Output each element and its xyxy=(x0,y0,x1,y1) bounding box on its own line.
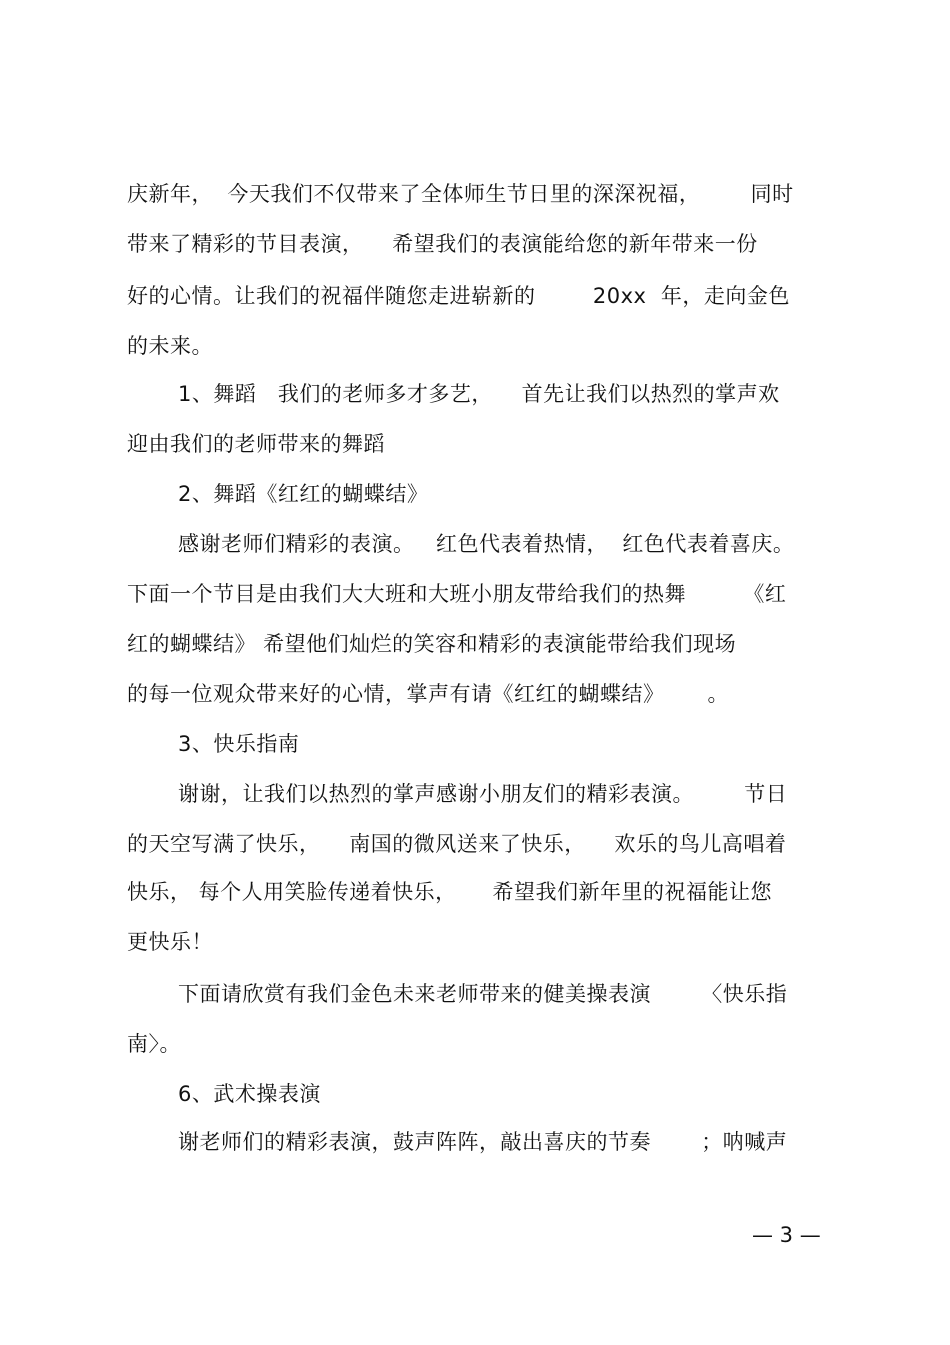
body-line-13: 谢谢，让我们以热烈的掌声感谢小朋友们的精彩表演。 节日 xyxy=(178,782,788,806)
body-line-6: 迎由我们的老师带来的舞蹈 xyxy=(127,432,385,456)
body-line-20: 谢老师们的精彩表演，鼓声阵阵，敲出喜庆的节奏 ；呐喊声 xyxy=(178,1130,788,1154)
section-2-heading: 2、舞蹈《红红的蝴蝶结》 xyxy=(178,482,429,506)
section-1-heading: 1、舞蹈 我们的老师多才多艺， 首先让我们以热烈的掌声欢 xyxy=(178,382,780,406)
page-number: — 3 — xyxy=(752,1223,821,1247)
body-line-3: 好的心情。让我们的祝福伴随您走进崭新的 20xx 年，走向金色 xyxy=(127,284,790,308)
body-line-16: 更快乐！ xyxy=(127,930,213,954)
body-line-18: 南〉。 xyxy=(127,1032,181,1056)
body-line-11: 的每一位观众带来好的心情，掌声有请《红红的蝴蝶结》 。 xyxy=(127,682,730,706)
body-line-17: 下面请欣赏有我们金色未来老师带来的健美操表演 〈快乐指 xyxy=(178,982,788,1006)
body-line-9: 下面一个节目是由我们大大班和大班小朋友带给我们的热舞 《红 xyxy=(127,582,787,606)
body-line-8: 感谢老师们精彩的表演。 红色代表着热情， 红色代表着喜庆。 xyxy=(178,532,795,556)
body-line-2: 带来了精彩的节目表演， 希望我们的表演能给您的新年带来一份 xyxy=(127,232,758,256)
body-line-1: 庆新年， 今天我们不仅带来了全体师生节日里的深深祝福， 同时 xyxy=(127,182,794,206)
section-3-heading: 3、快乐指南 xyxy=(178,732,300,756)
body-line-15: 快乐， 每个人用笑脸传递着快乐， 希望我们新年里的祝福能让您 xyxy=(127,880,773,904)
body-line-10: 红的蝴蝶结》 希望他们灿烂的笑容和精彩的表演能带给我们现场 xyxy=(127,632,737,656)
body-line-4: 的未来。 xyxy=(127,334,213,358)
body-line-14: 的天空写满了快乐， 南国的微风送来了快乐， 欢乐的鸟儿高唱着 xyxy=(127,832,787,856)
section-6-heading: 6、武术操表演 xyxy=(178,1082,321,1106)
